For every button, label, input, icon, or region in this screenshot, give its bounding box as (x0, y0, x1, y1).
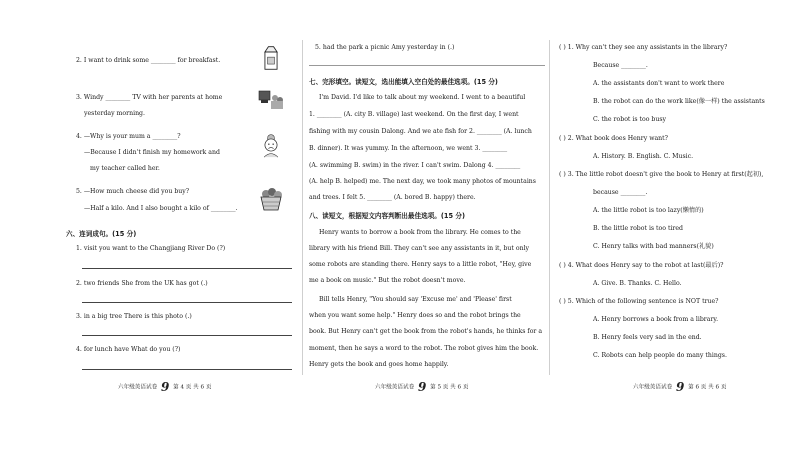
q4-answer-2: my teacher called her. (90, 165, 160, 172)
cloze-line-1: I'm David. I'd like to talk about my weekend. I went to a beautiful (319, 94, 526, 101)
footer-number: 9 (417, 380, 427, 394)
reading-line-1: Henry wants to borrow a book from the library. He comes to the (319, 229, 521, 236)
page-6-footer (633, 380, 726, 394)
page-6 (555, 0, 790, 464)
p6-q3-option-b: B. the little robot is too tired (593, 225, 684, 232)
page-5-footer (375, 380, 468, 394)
reading-line-6: when you want some help." Henry does so and the robot brings the (309, 312, 521, 319)
reading-line-5: Bill tells Henry, "You should say 'Excuse me' and 'Please' first (319, 296, 512, 303)
p6-q2: ( ) 2. What book does Henry want? (559, 135, 668, 142)
sentence-1: 1. visit you want to the Changjiang River Do (?) (76, 245, 226, 252)
cloze-line-7: and trees. I felt 5. ________ (A. bored B. happy) there. (309, 194, 476, 201)
answer-line-2[interactable] (82, 302, 292, 303)
separator-rule (309, 65, 545, 66)
cloze-line-4: B. dinner). It was yummy. In the afternoon, we went 3. ________ (309, 145, 508, 152)
section-7-heading: 七、完形填空。读短文，选出能填入空白处的最佳选项。(15 分) (309, 78, 498, 86)
q5-scramble: 5. had the park a picnic Amy yesterday in (.) (315, 44, 455, 51)
q4-answer-1: —Because I didn't finish my homework and (84, 149, 220, 156)
footer-title: 六年级英语试卷 (375, 384, 415, 391)
cloze-line-2: 1. ________ (A. city B. village) last weekend. On the first day, I went (309, 111, 519, 118)
p6-q5-option-b: B. Henry feels very sad in the end. (593, 334, 702, 341)
footer-page: 第 5 页 共 6 页 (430, 384, 469, 391)
q5-answer: —Half a kilo. And I also bought a kilo of ________. (84, 205, 238, 212)
page-divider-left (302, 40, 303, 375)
p6-q5: ( ) 5. Which of the following sentence is NOT true? (559, 298, 719, 305)
p6-q1-option-a: A. the assistants don't want to work there (593, 80, 725, 87)
footer-title: 六年级英语试卷 (118, 384, 158, 391)
reading-line-9: Henry gets the book and goes home happily. (309, 361, 449, 368)
page-divider-right (549, 40, 550, 375)
answer-line-1[interactable] (82, 268, 292, 269)
reading-line-8: moment, then he says a word to the robot. The robot gives him the book. (309, 345, 539, 352)
p6-q2-options: A. History. B. English. C. Music. (593, 153, 694, 160)
p6-q3-option-a: A. the little robot is too lazy(懒惰的) (593, 207, 704, 214)
cloze-line-3: fishing with my cousin Dalong. And we ate fish for 2. ________ (A. lunch (309, 128, 532, 135)
q4-text: 4. —Why is your mum a ________? (76, 133, 181, 140)
p6-q1-option-c: C. the robot is too busy (593, 116, 667, 123)
section-8-heading: 八、读短文，根据短文内容判断出最佳选项。(15 分) (309, 212, 465, 220)
reading-line-2: library with his friend Bill. They can't see any assistants in it, but only (309, 245, 530, 252)
sentence-2: 2. two friends She from the UK has got (.) (76, 280, 208, 287)
reading-line-7: book. But Henry can't get the book from the robot's hands, he thinks for a (309, 328, 543, 335)
q3-text-cont: yesterday morning. (84, 110, 145, 117)
p6-q5-option-a: A. Henry borrows a book from a library. (593, 316, 719, 323)
answer-line-3[interactable] (82, 335, 292, 336)
footer-number: 9 (160, 380, 170, 394)
sentence-4: 4. for lunch have What do you (?) (76, 346, 181, 353)
q2-text: 2. I want to drink some ________ for breakfast. (76, 57, 221, 64)
tv-family-icon (258, 88, 284, 114)
answer-line-4[interactable] (82, 369, 292, 370)
p6-q5-option-c: C. Robots can help people do many things. (593, 352, 727, 359)
page-4 (60, 0, 300, 464)
page-5 (305, 0, 545, 464)
footer-title: 六年级英语试卷 (633, 384, 673, 391)
cloze-line-6: (A. help B. helped) me. The next day, we took many photos of mountains (309, 178, 536, 185)
section-6-heading: 六、连词成句。(15 分) (66, 230, 137, 238)
footer-page: 第 4 页 共 6 页 (173, 384, 212, 391)
sentence-3: 3. in a big tree There is this photo (.) (76, 313, 192, 320)
p6-q4: ( ) 4. What does Henry say to the robot at last(最后)? (559, 262, 724, 269)
page-4-footer (118, 380, 211, 394)
q5-text: 5. —How much cheese did you buy? (76, 188, 190, 195)
p6-q1-option-b: B. the robot can do the work like(像一样) the assistants (593, 98, 765, 105)
p6-q3: ( ) 3. The little robot doesn't give the book to Henry at first(起初), (559, 171, 764, 178)
p6-q1-because: Because ________. (593, 62, 648, 69)
reading-line-4: me a book on music." But the robot doesn't move. (309, 277, 466, 284)
p6-q3-because: because ________. (593, 189, 648, 196)
cloze-line-5: (A. swimming B. swim) in the river. I can't swim. Dalong 4. ________ (309, 162, 521, 169)
q3-text: 3. Windy ________ TV with her parents at home (76, 94, 223, 101)
milk-carton-icon (258, 45, 284, 71)
reading-line-3: some robots are standing there. Henry says to a little robot, "Hey, give (309, 261, 532, 268)
footer-number: 9 (675, 380, 685, 394)
worried-mum-icon (258, 132, 284, 158)
p6-q4-options: A. Give. B. Thanks. C. Hello. (593, 280, 682, 287)
vegetable-basket-icon (258, 186, 284, 212)
footer-page: 第 6 页 共 6 页 (688, 384, 727, 391)
p6-q1: ( ) 1. Why can't they see any assistants in the library? (559, 44, 728, 51)
p6-q3-option-c: C. Henry talks with bad manners(礼貌) (593, 243, 714, 250)
